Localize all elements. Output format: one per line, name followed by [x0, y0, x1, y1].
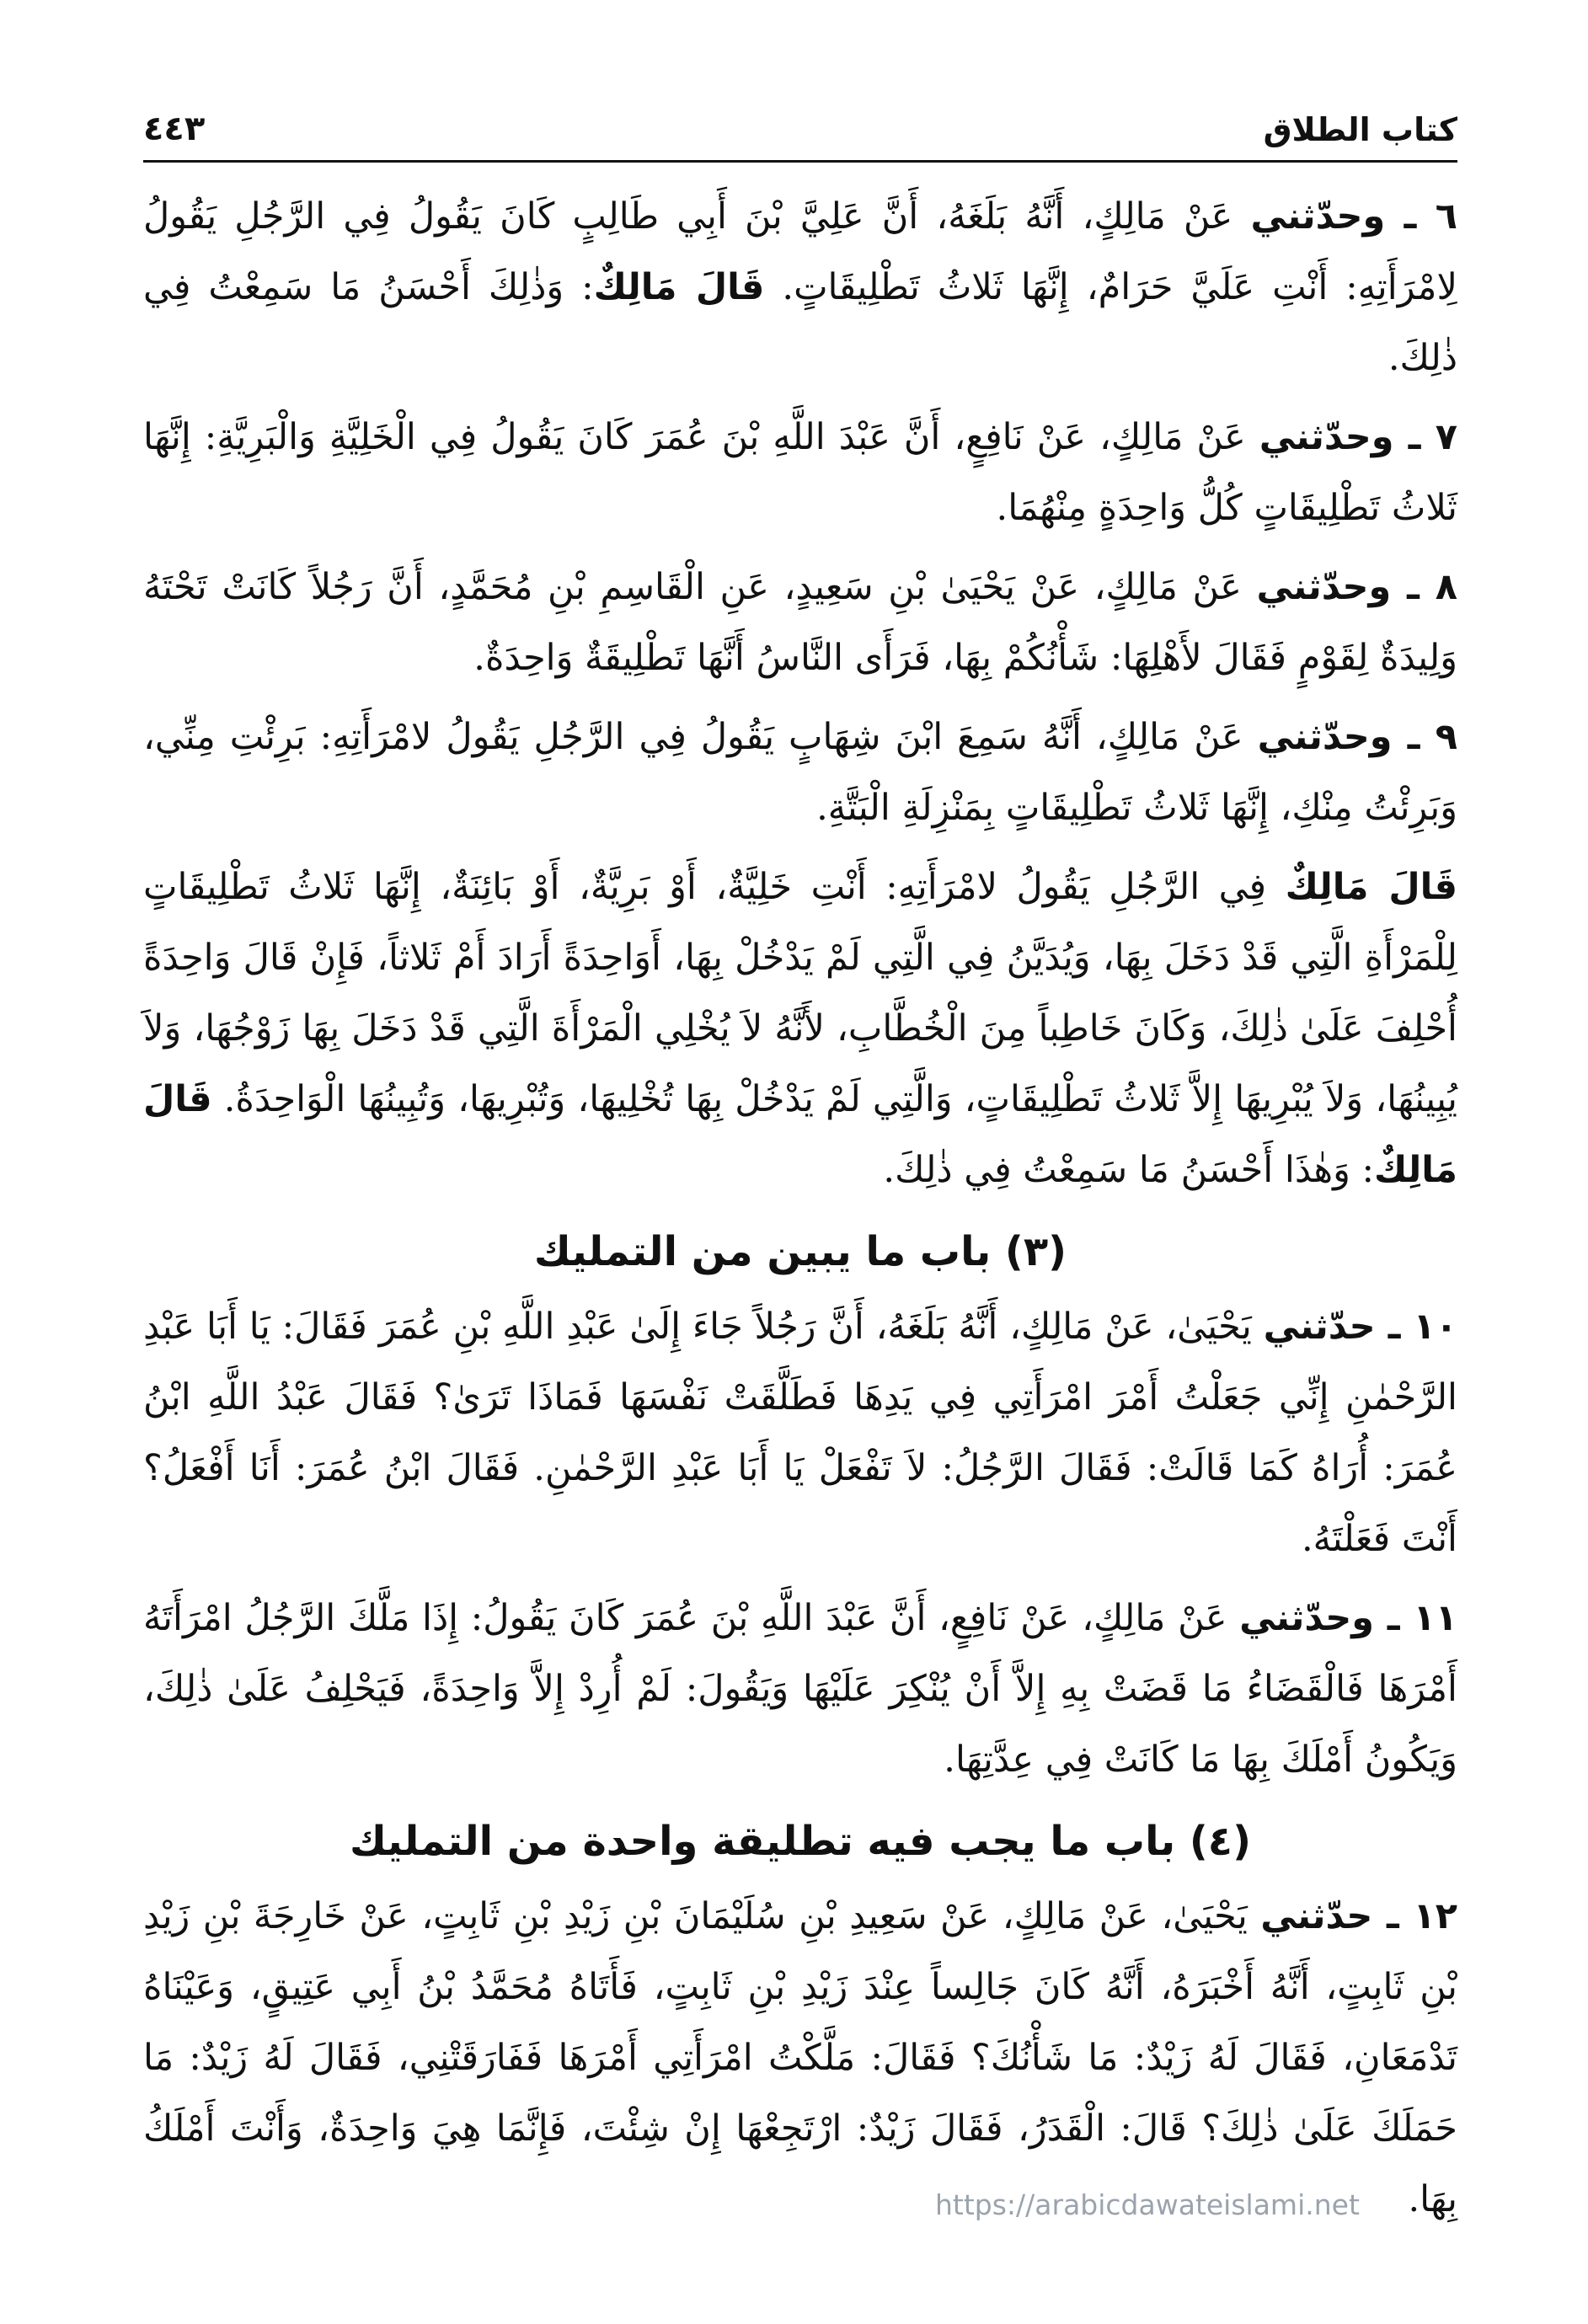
hadith-text: عَنْ مَالِكٍ، عَنْ يَحْيَىٰ بْنِ سَعِيدٍ، عَنِ الْقَاسِمِ بْنِ مُحَمَّدٍ، أَنَّ رَجُلاً كَانَتْ تَحْتَهُ وَلِيدَةٌ لِقَوْمٍ فَقَالَ لأَهْلِهَا: شَأْنُكُمْ بِهَا، فَرَأَى النَّاسُ أَنَّهَا تَطْلِيقَةٌ وَاحِدَةٌ. [143, 566, 1457, 679]
hadith-8 [143, 552, 1457, 693]
chapter-heading-4: (٤) باب ما يجب فيه تطليقة واحدة من التمليك [349, 1818, 1252, 1865]
hadith-text-cont: : وَهٰذَا أَحْسَنُ مَا سَمِعْتُ فِي ذٰلِكَ. [883, 1149, 1375, 1191]
hadith-6 [143, 181, 1457, 393]
malik-said: قَالَ مَالِكٌ [143, 1078, 1457, 1191]
chapter-heading-3: (٣) باب ما يبين من التمليك [533, 1228, 1067, 1275]
hadith-9 [143, 702, 1457, 843]
hadith-text: يَحْيَىٰ، عَنْ مَالِكٍ، أَنَّهُ بَلَغَهُ، أَنَّ رَجُلاً جَاءَ إِلَىٰ عَبْدِ اللَّهِ بْنِ عُمَرَ فَقَالَ: يَا أَبَا عَبْدِ الرَّحْمٰنِ إِنِّي جَعَلْتُ أَمْرَ امْرَأَتِي فِي يَدِهَا فَطَلَّقَتْ نَفْسَهَا فَمَاذَا تَرَىٰ؟ فَقَالَ عَبْدُ اللَّهِ ابْنُ عُمَرَ: أُرَاهُ كَمَا قَالَتْ: فَقَالَ الرَّجُلُ: لاَ تَفْعَلْ يَا أَبَا عَبْدِ الرَّحْمٰنِ. فَقَالَ ابْنُ عُمَرَ: أَنَا أَفْعَلُ؟ أَنْتَ فَعَلْتَهُ. [143, 1306, 1457, 1560]
malik-said: قَالَ مَالِكٌ [593, 266, 765, 308]
hadith-text-cont: : وَذٰلِكَ أَحْسَنُ مَا سَمِعْتُ فِي ذٰلِكَ. [143, 266, 1457, 379]
hadith-text: فِي الرَّجُلِ يَقُولُ لامْرَأَتِهِ: أَنْتِ خَلِيَّةٌ، أَوْ بَرِيَّةٌ، أَوْ بَائِنَةٌ، إِنَّهَا ثَلاثُ تَطْلِيقَاتٍ لِلْمَرْأَةِ الَّتِي قَدْ دَخَلَ بِهَا، وَيُدَيَّنُ فِي الَّتِي لَمْ يَدْخُلْ بِهَا، أَوَاحِدَةً أَرَادَ أَمْ ثَلاثاً، فَإِنْ قَالَ وَاحِدَةً أُحْلِفَ عَلَىٰ ذٰلِكَ، وَكَانَ خَاطِباً مِنَ الْخُطَّابِ، لأَنَّهُ لاَ يُخْلِي الْمَرْأَةَ الَّتِي قَدْ دَخَلَ بِهَا زَوْجُهَا، وَلاَ يُبِينُهَا، وَلاَ يُبْرِيهَا إِلاَّ ثَلاثُ تَطْلِيقَاتٍ، وَالَّتِي لَمْ يَدْخُلْ بِهَا تُخْلِيهَا، وَتُبْرِيهَا، وَتُبِينُهَا الْوَاحِدَةُ. [143, 866, 1457, 1120]
hadith-text: عَنْ مَالِكٍ، أَنَّهُ سَمِعَ ابْنَ شِهَابٍ يَقُولُ فِي الرَّجُلِ يَقُولُ لامْرَأَتِهِ: بَرِئْتِ مِنِّي، وَبَرِئْتُ مِنْكِ، إِنَّهَا ثَلاثُ تَطْلِيقَاتٍ بِمَنْزِلَةِ الْبَتَّةِ. [143, 716, 1457, 829]
hadith-7 [143, 402, 1457, 543]
hadith-lead: ٧ ـ وحدّثني [1259, 416, 1457, 458]
hadith-text: عَنْ مَالِكٍ، أَنَّهُ بَلَغَهُ، أَنَّ عَلِيَّ بْنَ أَبِي طَالِبٍ كَانَ يَقُولُ فِي الرَّجُلِ يَقُولُ لِامْرَأَتِهِ: أَنْتِ عَلَيَّ حَرَامٌ، إِنَّهَا ثَلاثُ تَطْلِيقَاتٍ. [143, 195, 1457, 308]
hadith-lead: ٨ ـ وحدّثني [1256, 566, 1457, 608]
hadith-text: عَنْ مَالِكٍ، عَنْ نَافِعٍ، أَنَّ عَبْدَ اللَّهِ بْنَ عُمَرَ كَانَ يَقُولُ: إِذَا مَلَّكَ الرَّجُلُ امْرَأَتَهُ أَمْرَهَا فَالْقَضَاءُ مَا قَضَتْ بِهِ إِلاَّ أَنْ يُنْكِرَ عَلَيْهَا وَيَقُولَ: لَمْ أُرِدْ إِلاَّ وَاحِدَةً، فَيَحْلِفُ عَلَىٰ ذٰلِكَ، وَيَكُونُ أَمْلَكَ بِهَا مَا كَانَتْ فِي عِدَّتِهَا. [143, 1597, 1457, 1781]
hadith-lead: ١٢ ـ حدّثني [1260, 1895, 1457, 1937]
hadith-lead: ١٠ ـ حدّثني [1263, 1306, 1457, 1348]
page-header [143, 101, 1457, 163]
hadith-12 [143, 1881, 1457, 2235]
hadith-10 [143, 1291, 1457, 1574]
hadith-11 [143, 1583, 1457, 1795]
malik-said: قَالَ مَالِكٌ [1285, 866, 1457, 908]
watermark-url: https://arabicdawateislami.net [935, 2188, 1360, 2221]
hadith-text: عَنْ مَالِكٍ، عَنْ نَافِعٍ، أَنَّ عَبْدَ اللَّهِ بْنَ عُمَرَ كَانَ يَقُولُ فِي الْخَلِيَّةِ وَالْبَرِيَّةِ: إِنَّهَا ثَلاثُ تَطْلِيقَاتٍ كُلُّ وَاحِدَةٍ مِنْهُمَا. [143, 416, 1457, 529]
hadith-text: يَحْيَىٰ، عَنْ مَالِكٍ، عَنْ سَعِيدِ بْنِ سُلَيْمَانَ بْنِ زَيْدِ بْنِ ثَابِتٍ، عَنْ خَارِجَةَ بْنِ زَيْدِ بْنِ ثَابِتٍ، أَنَّهُ أَخْبَرَهُ، أَنَّهُ كَانَ جَالِساً عِنْدَ زَيْدِ بْنِ ثَابِتٍ، فَأَتَاهُ مُحَمَّدُ بْنُ أَبِي عَتِيقٍ، وَعَيْنَاهُ تَدْمَعَانِ، فَقَالَ لَهُ زَيْدٌ: مَا شَأْنُكَ؟ فَقَالَ: مَلَّكْتُ امْرَأَتِي أَمْرَهَا فَفَارَقَتْنِي، فَقَالَ لَهُ زَيْدٌ: مَا حَمَلَكَ عَلَىٰ ذٰلِكَ؟ قَالَ: الْقَدَرُ، فَقَالَ زَيْدٌ: ارْتَجِعْهَا إِنْ شِئْتَ، فَإِنَّمَا هِيَ وَاحِدَةٌ، وَأَنْتَ أَمْلَكُ بِهَا. [143, 1895, 1457, 2220]
book-page [143, 101, 1457, 2257]
hadith-lead: ١١ ـ وحدّثني [1239, 1597, 1458, 1639]
book-title: كتاب الطلاق [1263, 111, 1457, 148]
page-number: ٤٤٣ [143, 110, 206, 148]
malik-commentary [143, 852, 1457, 1205]
hadith-lead: ٦ ـ وحدّثني [1250, 195, 1457, 238]
hadith-lead: ٩ ـ وحدّثني [1257, 716, 1457, 758]
